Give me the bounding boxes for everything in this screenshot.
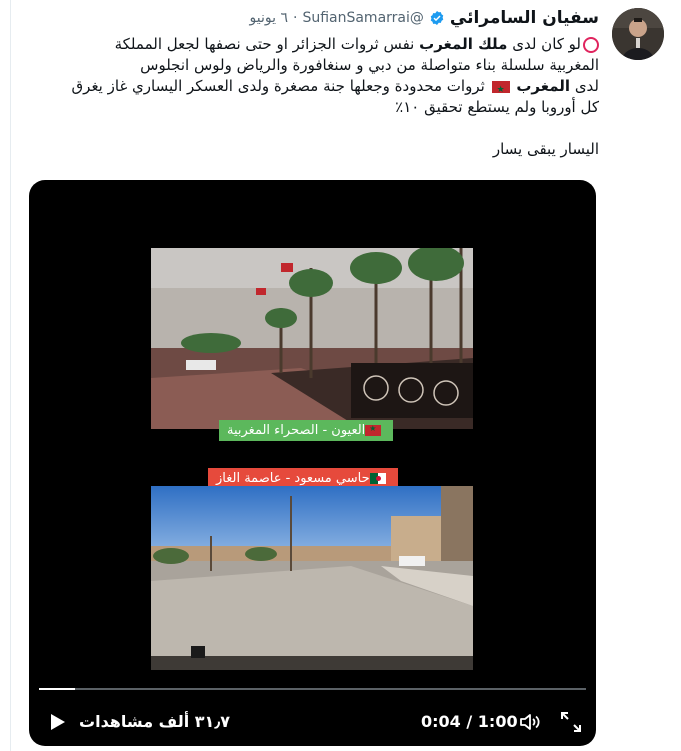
text-segment: ثروات محدودة وجعلها جنة مصغرة ولدى العسكر اليساري غاز يغرق كل أوروبا ولم يستطع تحقيق ١٠٪ [71, 77, 599, 116]
label-text: حاسي مسعود - عاصمة الغاز [216, 471, 370, 486]
meta-separator: · [292, 10, 298, 26]
avatar[interactable] [612, 8, 664, 60]
location-label-top [219, 420, 393, 441]
video-frame-top [151, 248, 473, 429]
text-segment: نفس ثروات الجزائر او حتى نصفها لجعل المملكة المغربية سلسلة بناء متواصلة من دبي و سنغافورة والرياض ولوس انجلوس [114, 35, 599, 74]
tweet-paragraph-1 [69, 34, 599, 76]
video-progress-bar[interactable] [39, 688, 586, 690]
text-bold-segment: ملك المغرب [419, 35, 508, 53]
tweet-date[interactable]: ٦ يونيو [249, 10, 288, 26]
video-time: 0:04 / 1:00 [421, 712, 518, 731]
morocco-flag-icon [365, 425, 381, 436]
verified-badge-icon [429, 10, 445, 26]
text-bold-segment: المغرب [516, 77, 571, 95]
left-border [0, 0, 11, 751]
tweet-paragraph-3: اليسار يبقى يسار [492, 140, 599, 158]
label-text: العيون - الصحراء المغربية [227, 423, 366, 438]
author-handle[interactable]: @SufianSamarrai [302, 10, 424, 26]
video-controls [29, 702, 596, 742]
fullscreen-icon[interactable] [559, 710, 583, 734]
tweet-paragraph-2 [69, 76, 599, 118]
text-segment: لو كان لدى [507, 35, 581, 53]
algeria-flag-icon [370, 473, 386, 484]
text-segment: لدى [570, 77, 599, 95]
tweet-text [69, 34, 599, 160]
video-frame-bottom [151, 486, 473, 670]
tweet-header [250, 8, 599, 28]
morocco-flag-icon [492, 81, 510, 93]
author-name[interactable]: سفيان السامرائي [449, 8, 599, 28]
play-icon[interactable] [47, 712, 67, 732]
view-count: ٣١٫٧ ألف مشاهدات [79, 712, 231, 731]
video-player[interactable] [29, 180, 596, 746]
red-circle-emoji-icon [583, 37, 599, 53]
video-progress-fill [39, 688, 75, 690]
volume-icon[interactable] [519, 712, 541, 732]
